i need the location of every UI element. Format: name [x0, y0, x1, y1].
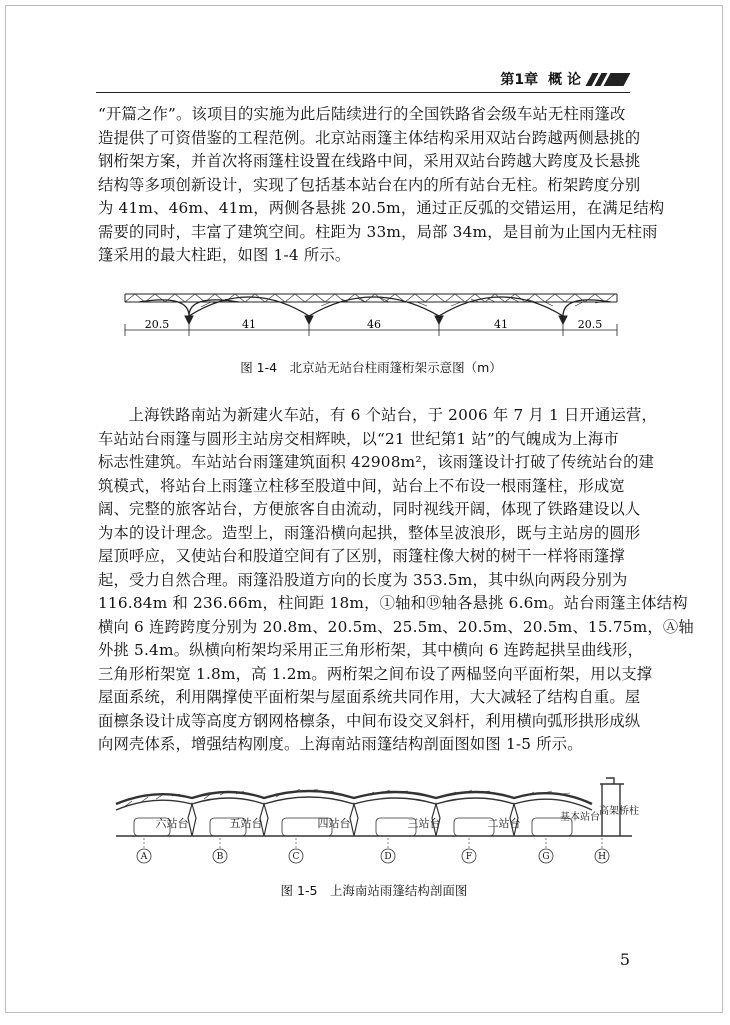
axis-label: C — [292, 852, 300, 862]
platform-label: 二站台 — [487, 817, 521, 830]
pillar-label: 高架桥柱 — [599, 806, 639, 817]
axis-label: G — [542, 852, 550, 862]
figure-1-4 — [121, 284, 621, 374]
platform-label: 四站台 — [317, 817, 351, 830]
header-rule — [96, 92, 630, 93]
platform-label: 五站台 — [229, 817, 263, 830]
text-line: 造提供了可资借鉴的工程范例。北京站雨篷主体结构采用双站台跨越两侧悬挑的 — [98, 128, 641, 147]
text-line: 钢桁架方案，并首次将雨篷柱设置在线路中间，采用双站台跨越大跨度及长悬挑 — [98, 152, 641, 170]
running-header — [500, 69, 630, 89]
text-line: 为 41m、46m、41m，两侧各悬挑 20.5m，通过正反弧的交错运用，在满足结构 — [98, 199, 665, 217]
text-line: 外挑 5.4m。纵横向桁架均采用正三角形桁架，其中横向 6 连跨起拱呈曲线形， — [98, 641, 644, 659]
text-line: 车站站台雨篷与圆形主站房交相辉映，以“21 世纪第1 站”的气魄成为上海市 — [98, 429, 619, 448]
section-diagram — [114, 774, 639, 874]
span-label: 20.5 — [577, 318, 603, 331]
span-label: 20.5 — [144, 318, 170, 331]
text-line: 阔、完整的旅客站台，方便旅客自由流动，同时视线开阔，体现了铁路建设以人 — [98, 500, 641, 518]
page-number: 5 — [619, 950, 630, 969]
text-line: 上海铁路南站为新建火车站，有 6 个站台，于 2006 年 7 月 1 日开通运营， — [128, 406, 658, 424]
figure-1-5 — [114, 774, 639, 899]
text-line: 屋顶呼应，又使站台和股道空间有了区别，雨篷柱像大树的树干一样将雨篷撑 — [98, 547, 625, 565]
axis-label: F — [465, 852, 473, 862]
platform-label: 六站台 — [155, 817, 189, 830]
text-line: 结构等多项创新设计，实现了包括基本站台在内的所有站台无柱。桁架跨度分别 — [98, 175, 641, 194]
text-line: 屋面系统，利用隅撑使平面桁架与屋面系统共同作用，大大减轻了结构自重。屋 — [98, 688, 641, 706]
text-line: 篷采用的最大柱距，如图 1-4 所示。 — [98, 246, 351, 264]
header-decoration-icon — [589, 73, 630, 86]
paragraph-shanghai — [98, 404, 694, 757]
axis-label: B — [216, 852, 224, 862]
platform-label: 基本站台 — [560, 812, 600, 823]
chapter-title: 概 论 — [548, 72, 581, 88]
truss-diagram — [121, 284, 621, 346]
text-line: 起，受力自然合理。雨篷沿股道方向的长度为 353.5m，其中纵向两段分别为 — [98, 570, 628, 589]
text-line: 为本的设计理念。造型上，雨篷沿横向起拱，整体呈波浪形，既与主站房的圆形 — [98, 523, 641, 542]
text-line: 筑模式，将站台上雨篷立柱移至股道中间，站台上不布设一根雨篷柱，形成宽 — [98, 476, 625, 495]
figure-caption: 图 1-5 上海南站雨篷结构剖面图 — [280, 883, 468, 898]
axis-label: A — [140, 852, 148, 862]
chapter-number: 第1章 — [500, 72, 539, 88]
text-line: 向网壳体系，增强结构刚度。上海南站雨篷结构剖面图如图 1-5 所示。 — [98, 735, 583, 753]
text-line: 面檩条设计成等高度方钢网格檩条，中间布设交叉斜杆，利用横向弧形拱形成纵 — [98, 711, 641, 730]
axis-label: D — [384, 852, 392, 862]
figure-caption: 图 1-4 北京站无站台柱雨篷桁架示意图（m） — [240, 360, 502, 375]
span-label: 46 — [367, 318, 381, 331]
text-line: “开篇之作”。该项目的实施为此后陆续进行的全国铁路省会级车站无柱雨篷改 — [98, 105, 626, 123]
span-label: 41 — [494, 318, 508, 331]
platform-label: 三站台 — [407, 817, 441, 830]
text-line: 三角形桁架宽 1.8m，高 1.2m。两桁架之间布设了两榀竖向平面桁架，用以支撑 — [98, 664, 653, 683]
text-line: 标志性建筑。车站站台雨篷建筑面积 42908m²，该雨篷设计打破了传统站台的建 — [98, 453, 655, 471]
text-line: 116.84m 和 236.66m，柱间距 18m，①轴和⑲轴各悬挑 6.6m。站台雨篷主体结构 — [98, 594, 688, 612]
text-line: 需要的同时，丰富了建筑空间。柱距为 33m，局部 34m，是目前为止国内无柱雨 — [98, 222, 658, 241]
axis-label: H — [598, 852, 606, 862]
book-page — [5, 5, 723, 1013]
span-label: 41 — [242, 318, 256, 331]
paragraph-beijing — [98, 103, 665, 268]
text-line: 横向 6 连跨跨度分别为 20.8m、20.5m、25.5m、20.5m、20.5m、15.75m，Ⓐ轴 — [98, 617, 694, 636]
